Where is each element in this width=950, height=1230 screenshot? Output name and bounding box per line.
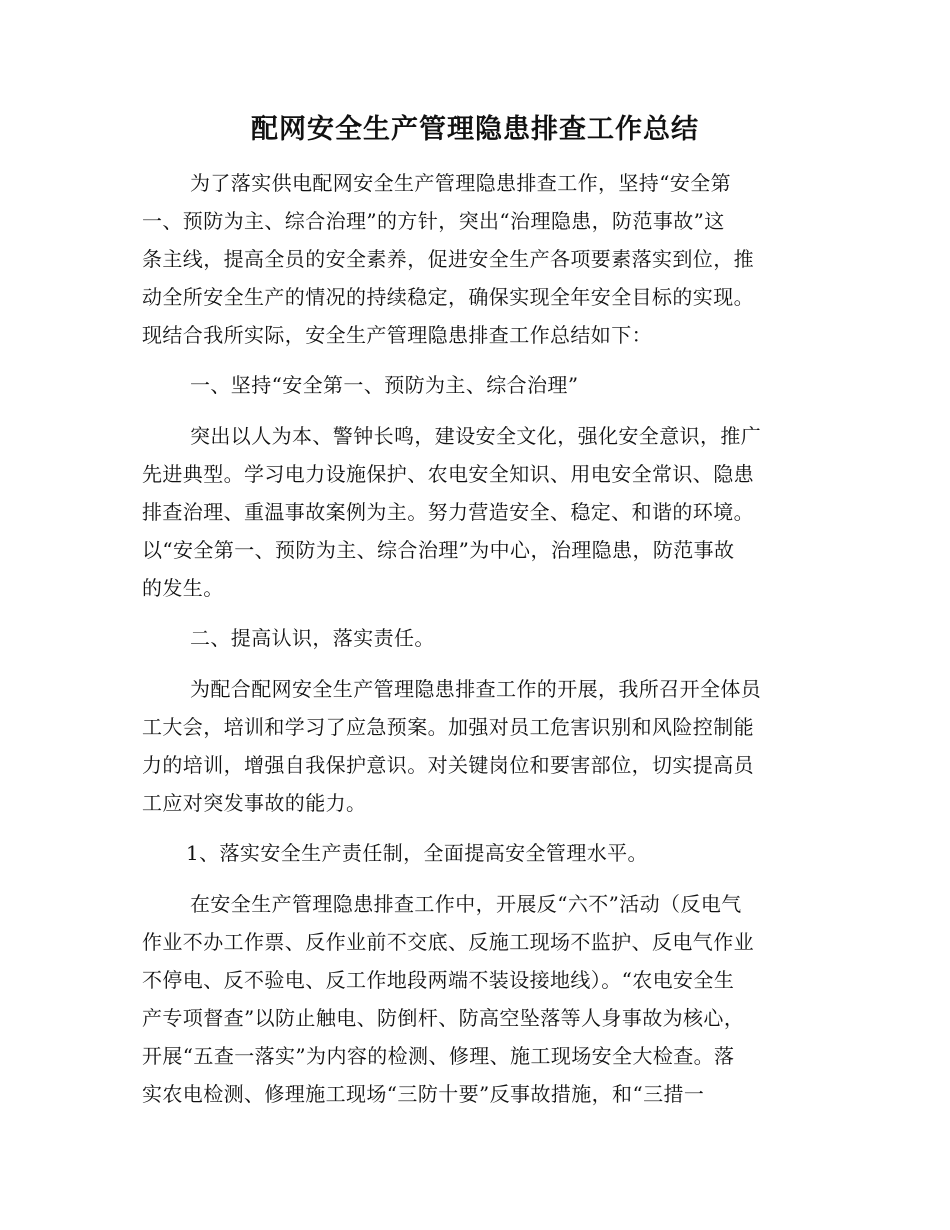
paragraph-line: 不停电、反不验电、反工作地段两端不装设接地线）。“农电安全生 (142, 968, 735, 992)
paragraph-line: 产专项督查”以防止触电、防倒杆、防高空坠落等人身事故为核心， (142, 1006, 745, 1030)
paragraph-line: 为了落实供电配网安全生产管理隐患排查工作，坚持“安全第 (190, 171, 732, 195)
paragraph-line: 排查治理、重温事故案例为主。努力营造安全、稳定、和谐的环境。 (142, 500, 754, 524)
paragraph-line: 以“安全第一、预防为主、综合治理”为中心，治理隐患，防范事故 (142, 538, 735, 562)
document-title: 配网安全生产管理隐患排查工作总结 (251, 114, 699, 145)
paragraph-line: 作业不办工作票、反作业前不交底、反施工现场不监护、反电气作业 (142, 930, 754, 954)
paragraph-line: 为配合配网安全生产管理隐患排查工作的开展，我所召开全体员 (190, 677, 762, 701)
paragraph-line: 实农电检测、修理施工现场“三防十要”反事故措施，和“三措一 (142, 1082, 705, 1106)
paragraph-line: 在安全生产管理隐患排查工作中，开展反“六不”活动（反电气 (190, 892, 742, 916)
section-heading: 一、坚持“安全第一、预防为主、综合治理” (190, 373, 579, 397)
paragraph-line: 工应对突发事故的能力。 (142, 791, 367, 815)
paragraph-line: 现结合我所实际，安全生产管理隐患排查工作总结如下： (142, 323, 652, 347)
paragraph-line: 突出以人为本、警钟长鸣，建设安全文化，强化安全意识，推广 (190, 424, 762, 448)
section-heading: 二、提高认识，落实责任。 (190, 626, 435, 650)
paragraph-line: 开展“五查一落实”为内容的检测、修理、施工现场安全大检查。落 (142, 1044, 735, 1068)
subsection-heading: 1、落实安全生产责任制，全面提高安全管理水平。 (186, 841, 648, 865)
paragraph-line: 条主线，提高全员的安全素养，促进安全生产各项要素落实到位，推 (142, 247, 754, 271)
paragraph-line: 动全所安全生产的情况的持续稳定，确保实现全年安全目标的实现。 (142, 285, 754, 309)
paragraph-line: 的发生。 (142, 576, 224, 600)
paragraph-line: 先进典型。学习电力设施保护、农电安全知识、用电安全常识、隐患 (142, 462, 754, 486)
paragraph-line: 工大会，培训和学习了应急预案。加强对员工危害识别和风险控制能 (142, 715, 754, 739)
paragraph-line: 一、预防为主、综合治理”的方针，突出“治理隐患，防范事故”这 (142, 209, 725, 233)
paragraph-line: 力的培训，增强自我保护意识。对关键岗位和要害部位，切实提高员 (142, 753, 754, 777)
